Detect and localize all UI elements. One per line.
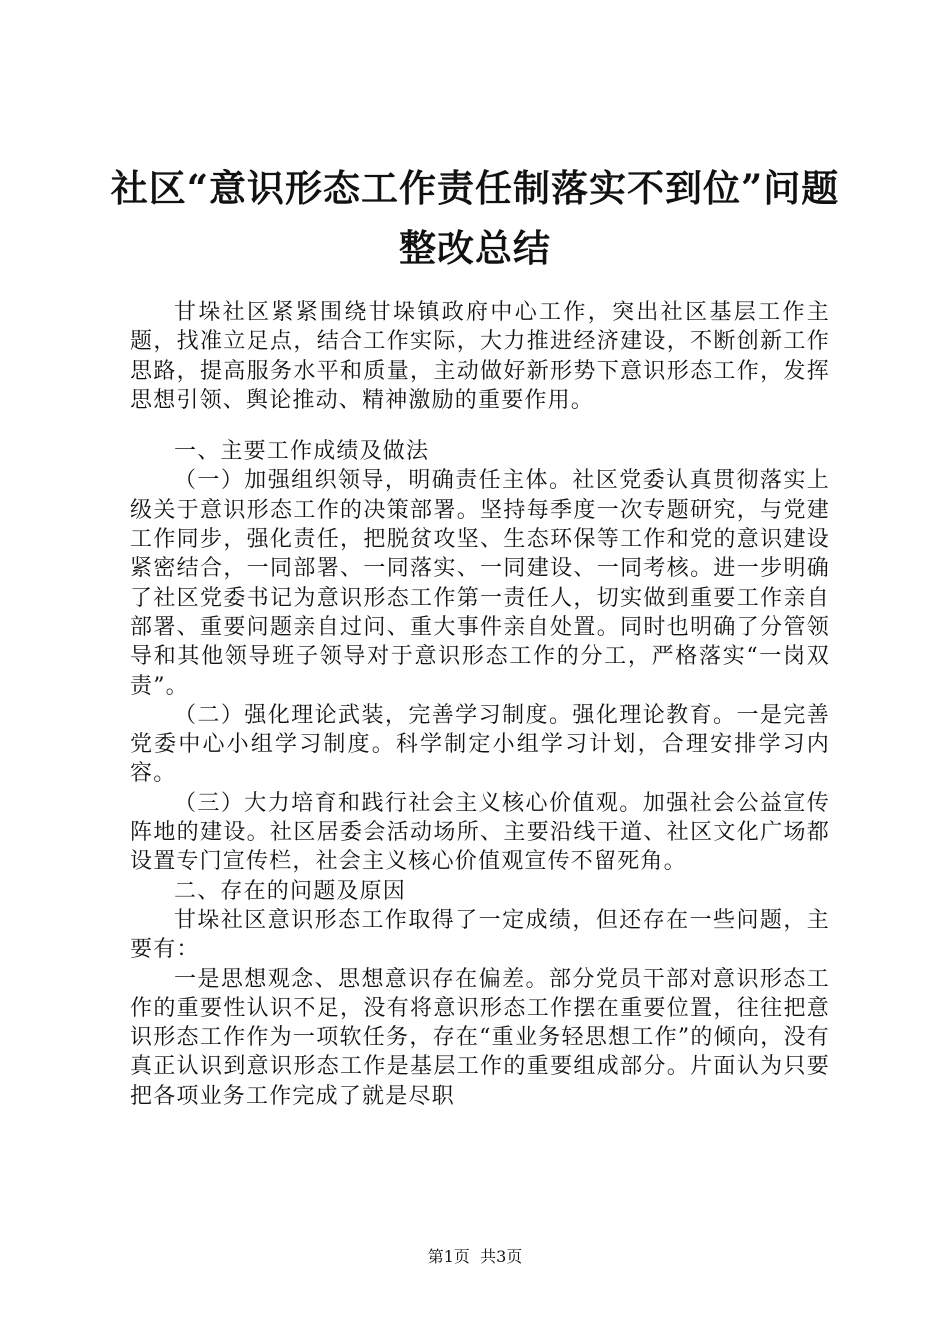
- subsection-paragraph-3: （三）大力培育和践行社会主义核心价值观。加强社会公益宣传阵地的建设。社区居委会活动场所、主要沿线干道、社区文化广场都设置专门宣传栏，社会主义核心价值观宣传不留死角。: [130, 790, 830, 875]
- document-title-line-2: 整改总结: [399, 226, 551, 270]
- problem-paragraph-1: 一是思想观念、思想意识存在偏差。部分党员干部对意识形态工作的重要性认识不足，没有将意识形态工作摆在重要位置，往往把意识形态工作作为一项软任务，存在“重业务轻思想工作”的倾向，没有真正认识到意识形态工作是基层工作的重要组成部分。片面认为只要把各项业务工作完成了就是尽职: [130, 966, 830, 1109]
- section-heading-2: 二、存在的问题及原因: [174, 878, 407, 904]
- intro-paragraph: 甘垛社区紧紧围绕甘垛镇政府中心工作，突出社区基层工作主题，找准立足点，结合工作实际，大力推进经济建设，不断创新工作思路，提高服务水平和质量，主动做好新形势下意识形态工作，发挥思想引领、舆论推动、精神激励的重要作用。: [130, 300, 830, 413]
- page-footer: 第1页 共3页: [427, 1247, 523, 1266]
- document-title-line-1: 社区“意识形态工作责任制落实不到位”问题: [110, 166, 840, 210]
- section-heading-1: 一、主要工作成绩及做法: [174, 439, 430, 465]
- document-body: [130, 298, 830, 1111]
- subsection-paragraph-2: （二）强化理论武装，完善学习制度。强化理论教育。一是完善党委中心小组学习制度。科学制定小组学习计划，合理安排学习内容。: [130, 702, 830, 787]
- problems-intro-paragraph: 甘垛社区意识形态工作取得了一定成绩，但还存在一些问题，主要有：: [130, 907, 830, 963]
- subsection-paragraph-1: （一）加强组织领导，明确责任主体。社区党委认真贯彻落实上级关于意识形态工作的决策部署。坚持每季度一次专题研究，与党建工作同步，强化责任，把脱贫攻坚、生态环保等工作和党的意识建设紧密结合，一同部署、一同落实、一同建设、一同考核。进一步明确了社区党委书记为意识形态工作第一责任人，切实做到重要工作亲自部署、重要问题亲自过问、重大事件亲自处置。同时也明确了分管领导和其他领导班子领导对于意识形态工作的分工，严格落实“一岗双责”。: [130, 468, 830, 699]
- paragraph-spacer: [130, 415, 830, 437]
